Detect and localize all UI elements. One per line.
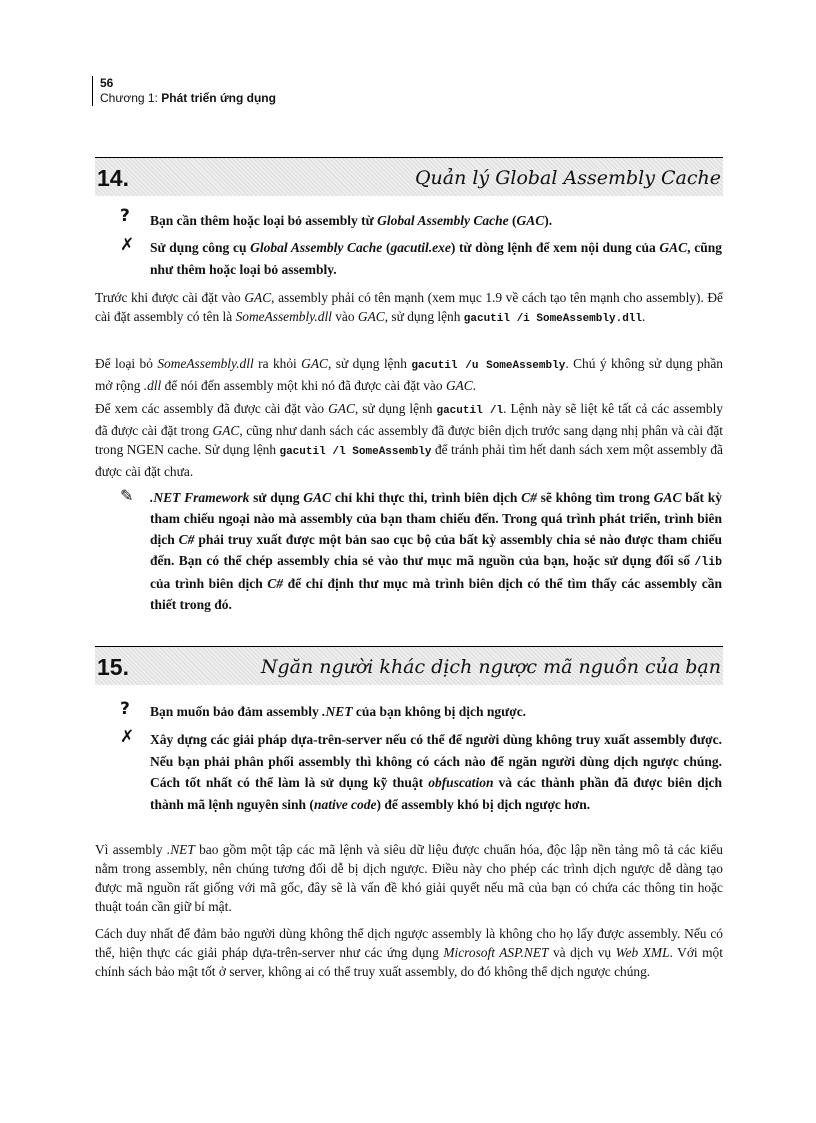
- section-14-paragraph-2: Để loại bỏ SomeAssembly.dll ra khỏi GAC, sử dụng lệnh gacutil /u SomeAssembly. Chú ý không sử dụng phần mở rộng .dll để nói đến assembly một khi nó đã được cài đặt vào GAC.: [95, 356, 723, 393]
- section-15-paragraph-2: Cách duy nhất để đảm bảo người dùng không thể dịch ngược assembly là không cho họ lấy được assembly. Nếu có thể, hiện thực các giải pháp dựa-trên-server như các ứng dụng Microsoft ASP.NET và dịch vụ Web XML. Với một chính sách bảo mật tốt ở server, không ai có thể truy xuất assembly, do đó không thể dịch ngược chúng.: [95, 926, 723, 979]
- section-15-heading: [95, 646, 723, 685]
- section-14-problem: Bạn cần thêm hoặc loại bỏ assembly từ Global Assembly Cache (GAC).: [150, 213, 553, 228]
- section-14-paragraph-1: Trước khi được cài đặt vào GAC, assembly phải có tên mạnh (xem mục 1.9 về cách tạo tên mạnh cho assembly). Để cài đặt assembly có tên là SomeAssembly.dll vào GAC, sử dụng lệnh gacutil /i SomeAssembly.dll.: [95, 290, 723, 325]
- chapter-line: [100, 91, 276, 106]
- chapter-prefix: Chương 1:: [100, 91, 162, 105]
- section-15-solution: Xây dựng các giải pháp dựa-trên-server nếu có thể để người dùng không truy xuất assembly được. Nếu bạn phải phân phối assembly thì không có cách nào để ngăn người dùng dịch ngược chúng. Cách tốt nhất có thể làm là sử dụng kỹ thuật obfuscation và các thành phần đã được biên dịch thành mã lệnh nguyên sinh (native code) để assembly khó bị dịch ngược hơn.: [150, 732, 722, 812]
- note-pencil-icon: ✎: [120, 486, 134, 505]
- section-14-note: .NET Framework sử dụng GAC chỉ khi thực thi, trình biên dịch C# sẽ không tìm trong GAC bất kỳ tham chiếu ngoại nào mà assembly của bạn tham chiếu đến. Trong quá trình phát triển, trình biên dịch C# phải truy xuất được một bản sao cục bộ của bất kỳ assembly chia sẻ nào được tham chiếu đến. Bạn có thể chép assembly chia sẻ vào thư mục mã nguồn của bạn, hoặc sử dụng đối số /lib của trình biên dịch C# để chỉ định thư mục mà trình biên dịch có thể tìm thấy các assembly cần thiết trong đó.: [150, 490, 723, 612]
- chapter-title: Phát triển ứng dụng: [161, 91, 276, 105]
- section-15-title: Ngăn người khác dịch ngược mã nguồn của bạn: [260, 656, 721, 678]
- section-14-heading: [95, 157, 723, 196]
- section-14-title: Quản lý Global Assembly Cache: [414, 167, 721, 189]
- question-icon: ?: [120, 699, 130, 719]
- section-14-solution: Sử dụng công cụ Global Assembly Cache (gacutil.exe) từ dòng lệnh để xem nội dung của GAC, cũng như thêm hoặc loại bỏ assembly.: [150, 240, 722, 277]
- page-number: 56: [100, 76, 114, 90]
- section-15-problem: Bạn muốn bảo đảm assembly .NET của bạn không bị dịch ngược.: [150, 704, 527, 719]
- section-15-number: 15.: [97, 654, 129, 680]
- section-14-paragraph-3: Để xem các assembly đã được cài đặt vào GAC, sử dụng lệnh gacutil /l. Lệnh này sẽ liệt kê tất cả các assembly đã được cài đặt trong GAC, cũng như danh sách các assembly đã được biên dịch trước sang dạng nhị phân và cài đặt trong NGEN cache. Sử dụng lệnh gacutil /l SomeAssembly để tránh phải tìm hết danh sách xem một assembly đã được cài đặt chưa.: [95, 401, 724, 479]
- question-icon: ?: [120, 206, 130, 226]
- solution-tools-icon: ✗: [120, 235, 135, 255]
- solution-tools-icon: ✗: [120, 727, 135, 747]
- section-14-number: 14.: [97, 165, 129, 191]
- running-header: [92, 76, 276, 106]
- section-15-paragraph-1: Vì assembly .NET bao gồm một tập các mã lệnh và siêu dữ liệu được chuẩn hóa, độc lập nền tảng mô tả các kiểu nằm trong assembly, nên chúng tương đối dễ bị dịch ngược. Điều này cho phép các trình dịch ngược dễ dàng tạo được mã nguồn rất giống với mã gốc, đây sẽ là vấn đề khó giải quyết nếu mã của bạn có chứa các thông tin hoặc thuật toán cần giữ bí mật.: [95, 842, 724, 914]
